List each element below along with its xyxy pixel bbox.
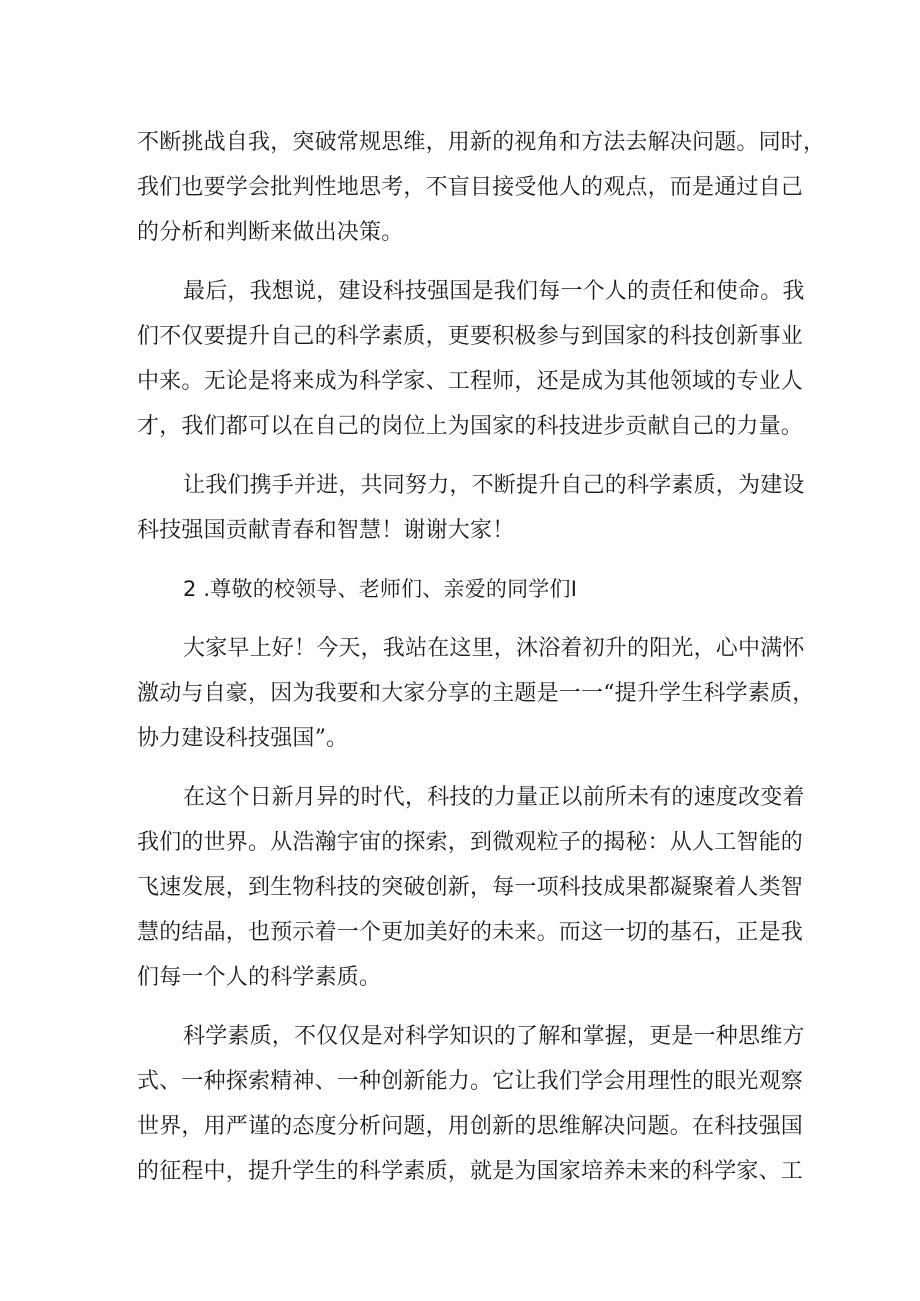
document-body (137, 120, 826, 1194)
text-line: 中来。无论是将来成为科学家、工程师，还是成为其他领域的专业人 (137, 369, 804, 394)
paragraph-era (137, 775, 805, 1000)
paragraph-literacy (137, 1014, 805, 1194)
text-line: 们不仅要提升自己的科学素质，更要积极参与到国家的科技创新事业 (137, 324, 804, 349)
text-line: 科学素质，不仅仅是对科学知识的了解和掌握，更是一种思维方 (183, 1024, 805, 1049)
text-line: 才，我们都可以在自己的岗位上为国家的科技进步贡献自己的力量。 (137, 414, 804, 439)
text-line: 世界，用严谨的态度分析问题，用创新的思维解决问题。在科技强国 (137, 1114, 804, 1139)
section-heading (137, 567, 783, 612)
text-line: 在这个日新月异的时代，科技的力量正以前所未有的速度改变着 (183, 785, 805, 810)
text-line: 慧的结晶，也预示着一个更加美好的未来。而这一切的基石，正是我 (137, 920, 804, 945)
text-line: 的征程中，提升学生的科学素质，就是为国家培养未来的科学家、工 (137, 1159, 804, 1184)
text-line: 不断挑战自我，突破常规思维，用新的视角和方法去解决问题。同时， (137, 130, 826, 155)
text-line: 我们也要学会批判性地思考，不盲目接受他人的观点，而是通过自己 (137, 175, 804, 200)
heading-text: 2 .尊敬的校领导、老师们、亲爱的同学们I (183, 577, 578, 601)
text-line: 飞速发展，到生物科技的突破创新，每一项科技成果都凝聚着人类智 (137, 875, 804, 900)
text-line: 我们的世界。从浩瀚宇宙的探索，到微观粒子的揭秘：从人工智能的 (137, 830, 804, 855)
paragraph-continuation (137, 120, 826, 255)
paragraph-closing (137, 463, 805, 553)
text-line: 式、一种探索精神、一种创新能力。它让我们学会用理性的眼光观察 (137, 1069, 804, 1094)
paragraph-greeting (137, 626, 815, 761)
text-line: 们每一个人的科学素质。 (137, 965, 382, 990)
text-line: 大家早上好！今天，我站在这里，沐浴着初升的阳光，心中满怀 (183, 636, 805, 661)
text-line: 协力建设科技强国”。 (137, 726, 349, 751)
text-line: 最后，我想说，建设科技强国是我们每一个人的责任和使命。我 (183, 279, 805, 304)
text-line: 让我们携手并进，共同努力，不断提升自己的科学素质，为建设 (183, 473, 805, 498)
text-line: 的分析和判断来做出决策。 (137, 220, 404, 245)
text-line: 激动与自豪，因为我要和大家分享的主题是一一“提升学生科学素质， (137, 681, 815, 706)
text-line: 科技强国贡献青春和智慧！谢谢大家！ (137, 518, 515, 543)
paragraph-conclusion (137, 269, 805, 449)
